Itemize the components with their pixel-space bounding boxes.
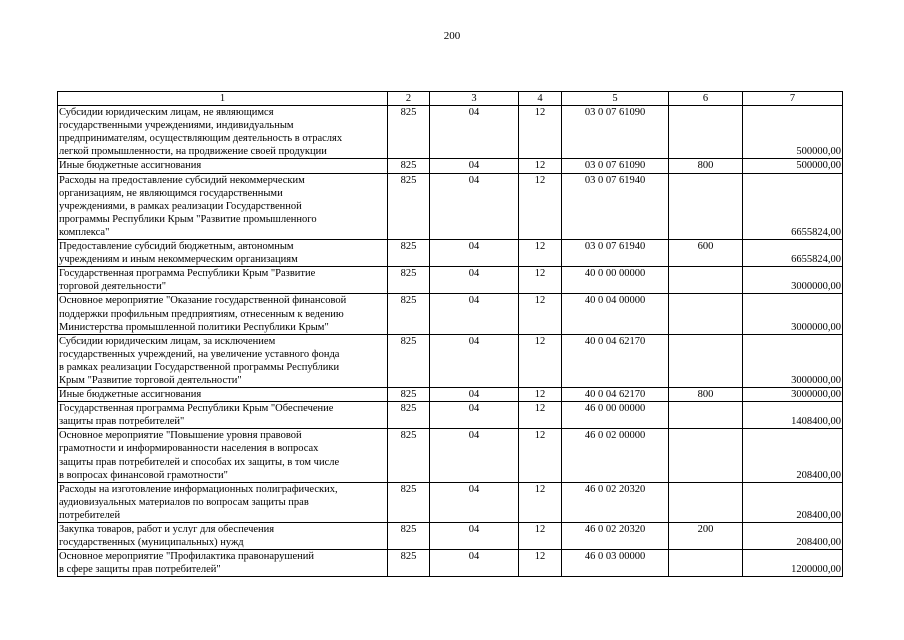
amount-value: 6655824,00 [743,173,843,239]
row-description [58,334,388,387]
expense-type-code: 800 [669,388,743,402]
table-row [58,334,843,387]
description-line: защиты прав потребителей и способах их защиты, в том числе [59,456,340,468]
target-article-code: 03 0 07 61090 [562,159,669,173]
subsection-code: 12 [519,106,562,159]
description-line: в рамках реализации Государственной программы Республики [59,361,340,373]
budget-table [57,91,843,577]
section-code: 04 [430,550,519,577]
description-line: поддержки профильным предприятиям, отнесенным к ведению [59,308,344,320]
table-row [58,429,843,482]
ministry-code: 825 [388,334,430,387]
amount-value: 208400,00 [743,429,843,482]
section-code: 04 [430,173,519,239]
description-line: в вопросах финансовой грамотности" [59,469,228,481]
section-code: 04 [430,267,519,294]
row-description [58,429,388,482]
amount-value: 208400,00 [743,482,843,522]
header-row [58,92,843,106]
table-row [58,388,843,402]
section-code: 04 [430,523,519,550]
subsection-code: 12 [519,523,562,550]
subsection-code: 12 [519,240,562,267]
row-description [58,482,388,522]
description-line: предпринимателям, осуществляющим деятельность в отраслях [59,133,343,145]
subsection-code: 12 [519,159,562,173]
ministry-code: 825 [388,482,430,522]
target-article-code: 40 0 04 00000 [562,294,669,334]
ministry-code: 825 [388,402,430,429]
row-description [58,240,388,267]
section-code: 04 [430,429,519,482]
amount-value: 500000,00 [743,159,843,173]
subsection-code: 12 [519,334,562,387]
table-row [58,240,843,267]
description-line: Иные бюджетные ассигнования [59,160,202,172]
page-number: 200 [443,30,461,42]
expense-type-code [669,267,743,294]
table-row [58,159,843,173]
target-article-code: 46 0 03 00000 [562,550,669,577]
description-line: грамотности и информированности населения в вопросах [59,443,319,455]
description-line: аудиовизуальных материалов по вопросам защиты прав [59,496,309,508]
expense-type-code [669,173,743,239]
table-body [58,92,843,577]
expense-type-code [669,402,743,429]
ministry-code: 825 [388,173,430,239]
expense-type-code: 200 [669,523,743,550]
expense-type-code: 800 [669,159,743,173]
target-article-code: 03 0 07 61940 [562,173,669,239]
section-code: 04 [430,240,519,267]
column-header: 4 [519,92,562,106]
ministry-code: 825 [388,294,430,334]
description-line: Расходы на предоставление субсидий некоммерческим [59,174,305,186]
row-description [58,159,388,173]
row-description [58,173,388,239]
table-row [58,106,843,159]
subsection-code: 12 [519,402,562,429]
amount-value: 3000000,00 [743,267,843,294]
description-line: государственных учреждений, на увеличение уставного фонда [59,348,340,360]
description-line: Крым "Развитие торговой деятельности" [59,374,242,386]
description-line: Основное мероприятие "Профилактика правонарушений [59,551,314,563]
row-description [58,550,388,577]
description-line: Субсидии юридическим лицам, за исключением [59,335,276,347]
description-line: Предоставление субсидий бюджетным, автономным [59,241,294,253]
row-description [58,294,388,334]
section-code: 04 [430,159,519,173]
description-line: Министерства промышленной политики Республики Крым" [59,321,329,333]
amount-value: 3000000,00 [743,334,843,387]
description-line: в сфере защиты прав потребителей" [59,564,221,576]
table-row [58,173,843,239]
expense-type-code [669,550,743,577]
amount-value: 6655824,00 [743,240,843,267]
ministry-code: 825 [388,523,430,550]
amount-value: 1408400,00 [743,402,843,429]
description-line: учреждениям и иным некоммерческим организациям [59,254,298,266]
subsection-code: 12 [519,267,562,294]
ministry-code: 825 [388,240,430,267]
description-line: потребителей [59,509,121,521]
description-line: легкой промышленности, на продвижение своей продукции [59,146,327,158]
target-article-code: 40 0 04 62170 [562,334,669,387]
section-code: 04 [430,294,519,334]
table-row [58,482,843,522]
description-line: Расходы на изготовление информационных полиграфических, [59,483,338,495]
expense-type-code [669,106,743,159]
subsection-code: 12 [519,294,562,334]
ministry-code: 825 [388,550,430,577]
column-header: 1 [58,92,388,106]
column-header: 7 [743,92,843,106]
section-code: 04 [430,482,519,522]
expense-type-code [669,429,743,482]
expense-type-code [669,294,743,334]
table-row [58,294,843,334]
description-line: торговой деятельности" [59,281,167,293]
description-line: Государственная программа Республики Крым "Обеспечение [59,403,334,415]
row-description [58,388,388,402]
amount-value: 208400,00 [743,523,843,550]
subsection-code: 12 [519,173,562,239]
description-line: государственными учреждениями, индивидуальным [59,120,294,132]
target-article-code: 46 0 00 00000 [562,402,669,429]
section-code: 04 [430,334,519,387]
expense-type-code [669,334,743,387]
target-article-code: 46 0 02 00000 [562,429,669,482]
table-row [58,523,843,550]
target-article-code: 40 0 04 62170 [562,388,669,402]
target-article-code: 40 0 00 00000 [562,267,669,294]
description-line: Субсидии юридическим лицам, не являющимся [59,107,274,119]
row-description [58,402,388,429]
subsection-code: 12 [519,550,562,577]
row-description [58,106,388,159]
row-description [58,523,388,550]
column-header: 3 [430,92,519,106]
section-code: 04 [430,106,519,159]
description-line: программы Республики Крым "Развитие промышленного [59,213,317,225]
ministry-code: 825 [388,159,430,173]
target-article-code: 03 0 07 61940 [562,240,669,267]
ministry-code: 825 [388,106,430,159]
amount-value: 3000000,00 [743,388,843,402]
description-line: комплекса" [59,226,110,238]
expense-type-code [669,482,743,522]
table-row [58,402,843,429]
description-line: защиты прав потребителей" [59,416,185,428]
ministry-code: 825 [388,388,430,402]
description-line: Иные бюджетные ассигнования [59,389,202,401]
section-code: 04 [430,388,519,402]
column-header: 2 [388,92,430,106]
description-line: государственных (муниципальных) нужд [59,537,244,549]
description-line: организациям, не являющимся государственными [59,187,283,199]
subsection-code: 12 [519,388,562,402]
section-code: 04 [430,402,519,429]
table-row [58,267,843,294]
subsection-code: 12 [519,482,562,522]
description-line: Основное мероприятие "Оказание государственной финансовой [59,295,347,307]
column-header: 5 [562,92,669,106]
subsection-code: 12 [519,429,562,482]
description-line: Основное мероприятие "Повышение уровня правовой [59,430,302,442]
description-line: учреждениями, в рамках реализации Государственной [59,200,302,212]
target-article-code: 46 0 02 20320 [562,482,669,522]
target-article-code: 03 0 07 61090 [562,106,669,159]
target-article-code: 46 0 02 20320 [562,523,669,550]
amount-value: 1200000,00 [743,550,843,577]
row-description [58,267,388,294]
expense-type-code: 600 [669,240,743,267]
amount-value: 3000000,00 [743,294,843,334]
description-line: Закупка товаров, работ и услуг для обеспечения [59,524,275,535]
ministry-code: 825 [388,267,430,294]
ministry-code: 825 [388,429,430,482]
table-row [58,550,843,577]
description-line: Государственная программа Республики Крым "Развитие [59,268,316,280]
amount-value: 500000,00 [743,106,843,159]
column-header: 6 [669,92,743,106]
